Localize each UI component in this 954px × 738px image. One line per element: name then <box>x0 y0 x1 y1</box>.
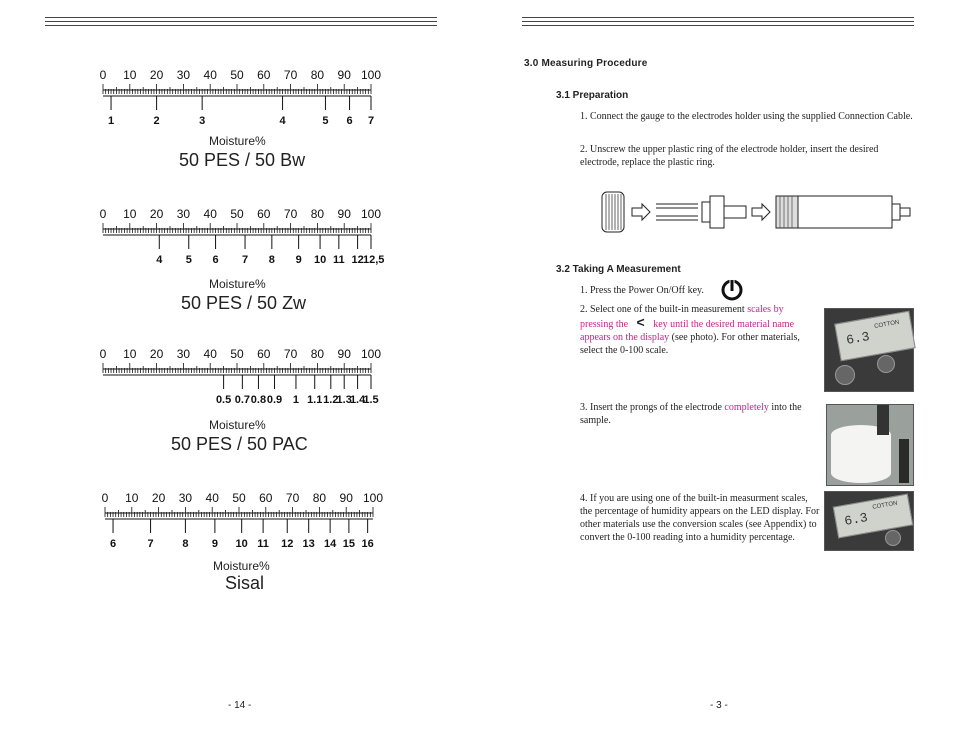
lcd-value: 6.3 <box>843 510 869 529</box>
top-tick-label: 20 <box>149 68 164 82</box>
bottom-tick-label: 10 <box>235 538 248 550</box>
step3-text-b: into the sample. <box>580 402 802 426</box>
top-tick-label: 40 <box>203 207 217 221</box>
lcd-material: COTTON <box>873 319 900 330</box>
device-reading-photo <box>824 491 914 551</box>
device-display-photo <box>824 308 914 392</box>
top-tick-label: 80 <box>310 207 325 221</box>
top-tick-label: 50 <box>232 491 246 505</box>
electrode <box>877 405 889 435</box>
scale-4 <box>97 489 397 604</box>
bottom-tick-label: 6 <box>109 538 117 550</box>
scale-2 <box>95 205 395 320</box>
top-tick-label: 40 <box>205 491 219 505</box>
top-tick-label: 30 <box>176 347 191 361</box>
top-tick-label: 0 <box>99 347 107 361</box>
top-tick-label: 20 <box>149 347 164 361</box>
top-tick-label: 80 <box>310 68 325 82</box>
bottom-tick-label: 7 <box>367 115 375 127</box>
top-tick-label: 50 <box>230 347 244 361</box>
bottom-tick-label: 8 <box>182 538 189 550</box>
step2-highlight-1: scales by pressing the <box>580 304 784 330</box>
bottom-tick-label: 12,5 <box>362 254 385 266</box>
step2-text-b: (see photo). For other materials, select the 0-100 scale. <box>580 332 800 356</box>
top-tick-label: 40 <box>203 347 217 361</box>
prep-step-1: 1. Connect the gauge to the electrodes holder using the supplied Connection Cable. <box>580 111 913 122</box>
scale-title: 50 PES / 50 Zw <box>181 293 307 313</box>
cable <box>899 439 909 483</box>
bottom-tick-label: 14 <box>323 538 337 550</box>
scale-title: 50 PES / 50 Bw <box>179 150 306 170</box>
step3-text-a: 3. Insert the prongs of the electrode <box>580 402 725 413</box>
top-tick-label: 30 <box>178 491 193 505</box>
scale-title: 50 PES / 50 PAC <box>171 434 308 454</box>
bottom-tick-label: 15 <box>342 538 356 550</box>
top-tick-label: 70 <box>283 207 298 221</box>
top-tick-label: 50 <box>230 207 244 221</box>
measure-step-3 <box>580 401 812 427</box>
top-tick-label: 10 <box>123 207 137 221</box>
bottom-tick-label: 1 <box>292 394 300 406</box>
step2-text-a: 2. Select one of the built-in measurement <box>580 304 748 315</box>
bottom-tick-label: 0.9 <box>266 394 283 406</box>
scale-1 <box>95 66 395 181</box>
bottom-tick-label: 7 <box>241 254 249 266</box>
step3-highlight: completely <box>724 402 769 413</box>
bottom-tick-label: 1.5 <box>363 394 379 406</box>
bottom-tick-label: 4 <box>156 254 163 266</box>
top-tick-label: 60 <box>257 347 271 361</box>
top-tick-label: 0 <box>101 491 109 505</box>
bottom-tick-label: 6 <box>212 254 219 266</box>
electrode-in-sample-photo <box>826 404 914 486</box>
bottom-tick-label: 12 <box>281 538 294 550</box>
bottom-tick-label: 1 <box>107 115 115 127</box>
moisture-label: Moisture% <box>209 134 266 148</box>
bottom-tick-label: 1.4 <box>349 394 366 406</box>
bottom-tick-label: 1.1 <box>307 394 323 406</box>
top-tick-label: 20 <box>149 207 164 221</box>
top-tick-label: 70 <box>283 347 298 361</box>
top-tick-label: 100 <box>362 491 384 505</box>
moisture-label: Moisture% <box>213 559 270 573</box>
bottom-tick-label: 0.5 <box>215 394 232 406</box>
left-arrow-key-icon: < <box>636 314 645 330</box>
power-icon <box>720 279 744 301</box>
bottom-tick-label: 5 <box>185 254 192 266</box>
top-tick-label: 10 <box>125 491 139 505</box>
bottom-tick-label: 5 <box>322 115 329 127</box>
top-tick-label: 30 <box>176 207 191 221</box>
scale-select-button[interactable] <box>877 355 895 373</box>
top-tick-label: 80 <box>310 347 325 361</box>
bottom-tick-label: 2 <box>153 115 160 127</box>
prep-step-2: 2. Unscrew the upper plastic ring of the electrode holder, insert the desired electrode, replace the plastic ring. <box>580 144 879 168</box>
bottom-tick-label: 4 <box>279 115 286 127</box>
bottom-tick-label: 0.8 <box>250 394 267 406</box>
top-tick-label: 80 <box>312 491 327 505</box>
lcd-material: COTTON <box>872 500 898 511</box>
electrode-diagram <box>598 188 916 236</box>
right-header-rule <box>522 17 914 29</box>
bottom-tick-label: 3 <box>199 115 206 127</box>
top-tick-label: 0 <box>99 207 107 221</box>
top-tick-label: 10 <box>123 68 137 82</box>
bottom-tick-label: 11 <box>333 254 345 266</box>
subsection-title-measurement: 3.2 Taking A Measurement <box>556 264 681 275</box>
moisture-label: Moisture% <box>209 277 266 291</box>
scale-title: Sisal <box>225 573 265 593</box>
bottom-tick-label: 1.2 <box>323 394 339 406</box>
top-tick-label: 90 <box>337 347 351 361</box>
top-tick-label: 100 <box>360 207 382 221</box>
top-tick-label: 20 <box>151 491 166 505</box>
bottom-tick-label: 9 <box>295 254 302 266</box>
measure-step-2 <box>580 303 812 357</box>
top-tick-label: 90 <box>339 491 353 505</box>
top-tick-label: 100 <box>360 347 382 361</box>
scale-3 <box>95 345 395 460</box>
bottom-tick-label: 11 <box>257 538 269 550</box>
moisture-label: Moisture% <box>209 418 266 432</box>
top-tick-label: 40 <box>203 68 217 82</box>
top-tick-label: 100 <box>360 68 382 82</box>
top-tick-label: 60 <box>259 491 273 505</box>
bottom-tick-label: 16 <box>361 538 374 550</box>
step2-highlight-2: key until the desired material name appears on the display <box>580 319 795 343</box>
top-tick-label: 70 <box>283 68 298 82</box>
page-number-left: - 14 - <box>228 700 252 711</box>
measure-step-1: 1. Press the Power On/Off key. <box>580 285 704 296</box>
lcd-value: 6.3 <box>845 329 871 348</box>
lcd-display <box>834 311 915 362</box>
bottom-tick-label: 1.3 <box>336 394 352 406</box>
page-number-right: - 3 - <box>710 700 728 711</box>
bottom-tick-label: 13 <box>302 538 315 550</box>
top-tick-label: 90 <box>337 68 351 82</box>
top-tick-label: 60 <box>257 207 271 221</box>
subsection-title-preparation: 3.1 Preparation <box>556 90 629 101</box>
bottom-tick-label: 12 <box>351 254 364 266</box>
lcd-display <box>833 494 913 539</box>
top-tick-label: 90 <box>337 207 351 221</box>
top-tick-label: 50 <box>230 68 244 82</box>
bottom-tick-label: 10 <box>313 254 327 266</box>
scale-select-button[interactable] <box>885 530 901 546</box>
top-tick-label: 0 <box>99 68 107 82</box>
top-tick-label: 30 <box>176 68 191 82</box>
measure-step-4: 4. If you are using one of the built-in measurment scales, the percentage of humidity appears on the LED display. For other materials use the conversion scales (see Appendix) to convert the 0-100 reading into a humidity percentage. <box>580 493 820 543</box>
power-button[interactable] <box>835 365 855 385</box>
bottom-tick-label: 6 <box>346 115 353 127</box>
bottom-tick-label: 7 <box>147 538 154 550</box>
bottom-tick-label: 8 <box>268 254 275 266</box>
top-tick-label: 70 <box>285 491 300 505</box>
section-title: 3.0 Measuring Procedure <box>524 58 648 69</box>
top-tick-label: 10 <box>123 347 137 361</box>
bottom-tick-label: 9 <box>211 538 218 550</box>
left-header-rule <box>45 17 437 29</box>
top-tick-label: 60 <box>257 68 271 82</box>
bottom-tick-label: 0.7 <box>234 394 251 406</box>
